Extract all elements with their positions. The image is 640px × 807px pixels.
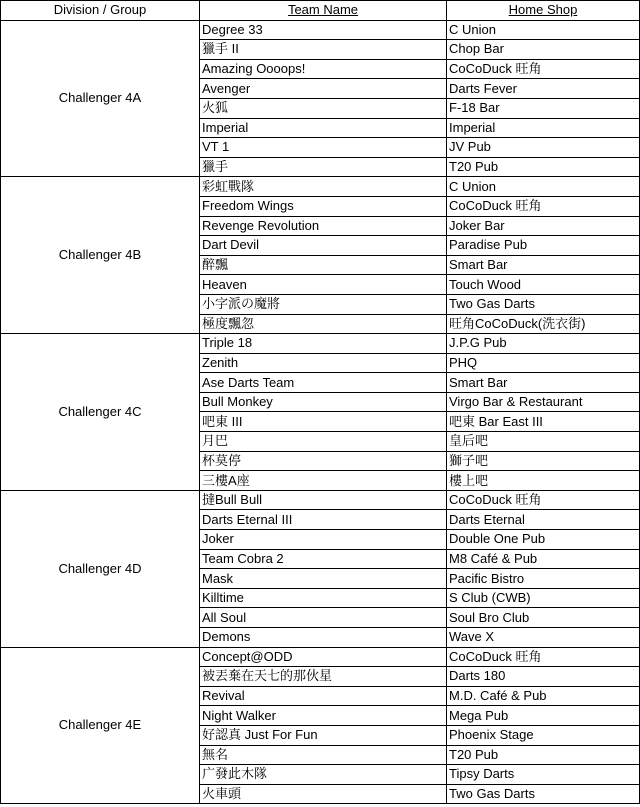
home-shop-cell: Virgo Bar & Restaurant [447, 392, 640, 412]
home-shop-cell: C Union [447, 20, 640, 40]
team-name-cell: Mask [200, 569, 447, 589]
home-shop-cell: Darts Fever [447, 79, 640, 99]
home-shop-cell: Darts 180 [447, 667, 640, 687]
home-shop-cell: C Union [447, 177, 640, 197]
home-shop-cell: Pacific Bistro [447, 569, 640, 589]
table-row [1, 334, 640, 354]
team-name-cell: 小字派の魔將 [200, 294, 447, 314]
team-name-cell: 極度飄忽 [200, 314, 447, 334]
team-name-cell: 吧東 III [200, 412, 447, 432]
header-division: Division / Group [1, 1, 200, 21]
home-shop-cell: PHQ [447, 353, 640, 373]
home-shop-cell: CoCoDuck 旺角 [447, 196, 640, 216]
home-shop-cell: S Club (CWB) [447, 588, 640, 608]
home-shop-cell: Wave X [447, 628, 640, 648]
team-name-cell: All Soul [200, 608, 447, 628]
team-name-cell: Night Walker [200, 706, 447, 726]
home-shop-cell: Two Gas Darts [447, 294, 640, 314]
team-name-cell: Bull Monkey [200, 392, 447, 412]
home-shop-cell: 旺角CoCoDuck(洗衣街) [447, 314, 640, 334]
home-shop-cell: 皇后吧 [447, 432, 640, 452]
team-name-cell: Revival [200, 686, 447, 706]
home-shop-cell: 吧東 Bar East III [447, 412, 640, 432]
home-shop-cell: 樓上吧 [447, 471, 640, 491]
team-name-cell: Dart Devil [200, 236, 447, 256]
home-shop-cell: CoCoDuck 旺角 [447, 490, 640, 510]
header-row [1, 1, 640, 21]
home-shop-cell: Touch Wood [447, 275, 640, 295]
table-row [1, 647, 640, 667]
team-name-cell: Darts Eternal III [200, 510, 447, 530]
header-team-name[interactable]: Team Name [200, 1, 447, 21]
team-name-cell: 火車頭 [200, 784, 447, 804]
team-name-cell: 醉飄 [200, 255, 447, 275]
team-name-cell: Concept@ODD [200, 647, 447, 667]
team-name-cell: 撻Bull Bull [200, 490, 447, 510]
home-shop-cell: Soul Bro Club [447, 608, 640, 628]
team-name-cell: Joker [200, 530, 447, 550]
team-name-cell: 三樓A座 [200, 471, 447, 491]
team-name-cell: Amazing Oooops! [200, 59, 447, 79]
division-group-cell: Challenger 4D [1, 490, 200, 647]
team-name-cell: 被丟棄在天七的那伙星 [200, 667, 447, 687]
team-name-cell: Killtime [200, 588, 447, 608]
home-shop-cell: Mega Pub [447, 706, 640, 726]
team-name-cell: 彩虹戰隊 [200, 177, 447, 197]
team-name-cell: VT 1 [200, 138, 447, 158]
home-shop-cell: Chop Bar [447, 40, 640, 60]
table-row [1, 490, 640, 510]
division-group-cell: Challenger 4C [1, 334, 200, 491]
team-name-cell: 月巴 [200, 432, 447, 452]
home-shop-cell: Darts Eternal [447, 510, 640, 530]
home-shop-cell: Two Gas Darts [447, 784, 640, 804]
table-row [1, 177, 640, 197]
team-name-cell: Heaven [200, 275, 447, 295]
team-name-cell: Team Cobra 2 [200, 549, 447, 569]
home-shop-cell: 獅子吧 [447, 451, 640, 471]
home-shop-cell: J.P.G Pub [447, 334, 640, 354]
home-shop-cell: F-18 Bar [447, 98, 640, 118]
division-group-cell: Challenger 4A [1, 20, 200, 177]
team-name-cell: Zenith [200, 353, 447, 373]
home-shop-cell: Tipsy Darts [447, 765, 640, 785]
team-name-cell: 火狐 [200, 98, 447, 118]
team-name-cell: Triple 18 [200, 334, 447, 354]
team-name-cell: 好認真 Just For Fun [200, 725, 447, 745]
home-shop-cell: CoCoDuck 旺角 [447, 647, 640, 667]
home-shop-cell: M8 Café & Pub [447, 549, 640, 569]
team-name-cell: Revenge Revolution [200, 216, 447, 236]
team-name-cell: Demons [200, 628, 447, 648]
home-shop-cell: T20 Pub [447, 157, 640, 177]
team-name-cell: 獵手 [200, 157, 447, 177]
team-name-cell: 無名 [200, 745, 447, 765]
home-shop-cell: M.D. Café & Pub [447, 686, 640, 706]
home-shop-cell: Joker Bar [447, 216, 640, 236]
home-shop-cell: Double One Pub [447, 530, 640, 550]
team-name-cell: Imperial [200, 118, 447, 138]
team-name-cell: Avenger [200, 79, 447, 99]
division-group-cell: Challenger 4E [1, 647, 200, 804]
home-shop-cell: Paradise Pub [447, 236, 640, 256]
division-group-cell: Challenger 4B [1, 177, 200, 334]
home-shop-cell: T20 Pub [447, 745, 640, 765]
table-row [1, 20, 640, 40]
home-shop-cell: JV Pub [447, 138, 640, 158]
home-shop-cell: CoCoDuck 旺角 [447, 59, 640, 79]
home-shop-cell: Imperial [447, 118, 640, 138]
team-name-cell: 杯莫停 [200, 451, 447, 471]
header-home-shop[interactable]: Home Shop [447, 1, 640, 21]
home-shop-cell: Smart Bar [447, 373, 640, 393]
team-name-cell: Degree 33 [200, 20, 447, 40]
home-shop-cell: Smart Bar [447, 255, 640, 275]
home-shop-cell: Phoenix Stage [447, 725, 640, 745]
table-body [1, 20, 640, 804]
team-name-cell: Freedom Wings [200, 196, 447, 216]
team-name-cell: 广發此木隊 [200, 765, 447, 785]
team-name-cell: 獵手 II [200, 40, 447, 60]
team-name-cell: Ase Darts Team [200, 373, 447, 393]
